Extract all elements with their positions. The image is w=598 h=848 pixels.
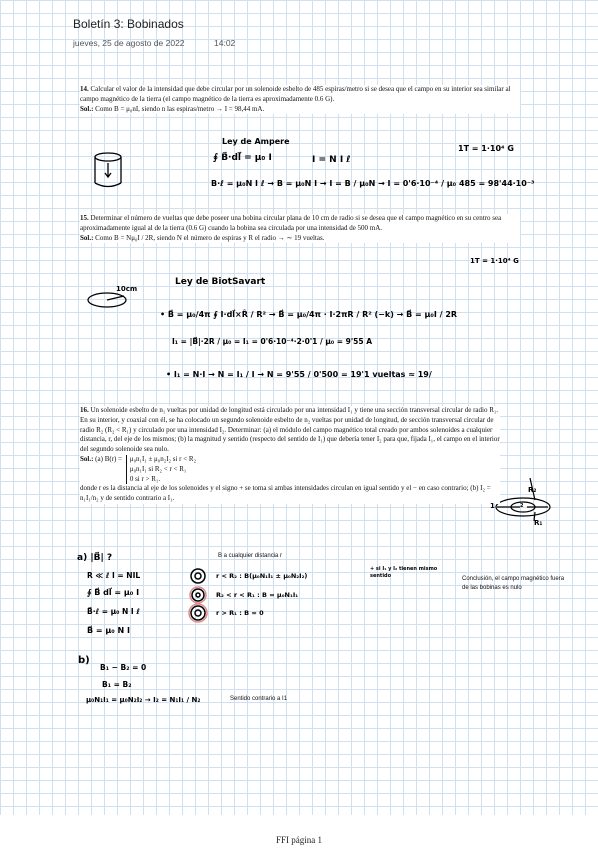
solution-label: Sol.: [80, 104, 94, 113]
loop-sketch [88, 293, 126, 307]
solution-chain-14: B·ℓ = μ₀N I ℓ → B = μ₀N I → I = B / μ₀N → I = 0'6·10⁻⁴ / μ₀ 485 = 98'44·10⁻³ [211, 179, 535, 188]
case-circles [189, 569, 207, 622]
part-a-line: R ≪ ℓ I = NIL [87, 571, 141, 580]
part-a-line: B⃗ = μ₀ N I [87, 626, 131, 635]
part-b-line: B₁ − B₂ = 0 [100, 663, 147, 672]
solution-label: Sol.: [80, 233, 94, 242]
any-distance-note: B a cualquier distancia r [218, 553, 283, 559]
case-line: 0 si r > R₁. [129, 474, 161, 483]
law-ampere: Ley de Ampere [222, 137, 290, 146]
part-b-line: B₁ = B₂ [102, 680, 132, 689]
label-r1: R₁ [534, 519, 543, 527]
solution-label: Sol.: [80, 454, 94, 463]
solenoid-sketch [95, 153, 121, 187]
solution-text: Como B = μ₀nI, siendo n las espiras/metro → I = 98,44 mA. [95, 104, 265, 113]
problem-statement: Un solenoide esbelto de n₁ vueltas por unidad de longitud está circulado por una intensidad I₁ y tiene una sección transversal circular de radio R₁. En su interior, y coaxial con él, se ha colocado un segundo solenoide esbelto de n₂ vueltas por unidad de longitud, de sección transversal circular de radio R₂ (R₂ < R₁) y circulado por una intensidad I₂. Determinar: (a) el módulo del campo magnético total creado por ambos solenoides a cualquier distancia, r, del eje de los mismos; (b) la magnitud y sentido (respecto del sentido de I₁) que debería tener I₂ para que, fijada I₁, el campo en el interior del segundo solenoide sea nulo. [80, 406, 500, 454]
part-a-line: B⃗·ℓ = μ₀ N I ℓ [87, 607, 140, 616]
note-date: jueves, 25 de agosto de 2022 [73, 38, 185, 48]
case-middle: R₂ < r < R₁ : B = μ₀N₁I₁ [216, 591, 299, 599]
label-2: 2 [520, 503, 524, 509]
problem-statement: Calcular el valor de la intensidad que debe circular por un solenoide esbelto de 485 espiras/metro si se desea que el campo en su interior sea similar al campo magnético de la tierra (el campo magnético de la tierra es aproximadamente 0.6 G). [80, 85, 511, 103]
problem-number: 14. [80, 85, 89, 93]
conclusion-note: Conclusión, el campo magnético fuera de las bobinas es nulo [462, 576, 565, 591]
current-result: I₁ = |B⃗|·2R / μ₀ = I₁ = 0'6·10⁻⁴·2·0'1 / μ₀ = 9'55 A [172, 337, 373, 346]
solution-text: Como B = Nμ₀I / 2R, siendo N el número de espiras y R el radio → ∼ 19 vueltas. [95, 233, 325, 242]
problem-15 [80, 214, 520, 243]
tesla-conversion: 1T = 1·10⁴ G [470, 257, 519, 265]
part-a-label: a) |B⃗| ? [77, 553, 113, 563]
page-title: Boletín 3: Bobinados [73, 17, 184, 31]
label-r2: R₂ [528, 486, 537, 494]
case-outer: r > R₁ : B = 0 [216, 609, 264, 617]
biot-savart-equation: • B⃗ = μ₀/4π ∮ I·dl⃗×R̂ / R² → B⃗ = μ₀/4π · I·2πR / R² (−k) → B⃗ = μ₀I / 2R [160, 310, 458, 319]
direction-note: Sentido contrario a I1 [230, 696, 288, 702]
part-b-line: μ₀N₁I₁ = μ₀N₂I₂ → I₂ = N₁I₁ / N₂ [86, 696, 201, 704]
coaxial-diagram [496, 478, 550, 521]
note-time: 14:02 [214, 38, 236, 48]
page-footer: FFI página 1 [276, 835, 322, 845]
solution-cases [126, 455, 196, 484]
ampere-equation: ∮ B⃗·dl⃗ = μ₀ I [213, 153, 272, 163]
problem-number: 16. [80, 406, 89, 414]
solution-a: (a) B(r) = [95, 454, 123, 463]
case-line: μ₀n₁I₁ si R₂ < r < R₁ [129, 464, 187, 473]
current-equation: I = N I ℓ [312, 155, 351, 165]
part-b-label: b) [78, 655, 90, 666]
sign-note: + si I₁ y I₂ tienen mismo sentido [370, 566, 438, 579]
problem-number: 15. [80, 214, 89, 222]
case-inner: r < R₂ : B(μ₀N₁I₁ ± μ₀N₂I₂) [216, 572, 308, 580]
turns-result: • I₁ = N·I → N = I₁ / I → N = 9'55 / 0'500 = 19'1 vueltas ≈ 19/ [166, 370, 432, 379]
solution-rest: donde r es la distancia al eje de los solenoides y el signo + se toma si ambas intensidades circulan en igual sentido y el − en caso contrario; (b) I₂ = n₁I₁/n₂ y de sentido contrario a I₁. [80, 484, 491, 503]
problem-statement: Determinar el número de vueltas que debe poseer una bobina circular plana de 10 cm de radio si se desea que el campo magnético en su centro sea aproximadamente igual al de la tierra (0.6 G) cuando la bobina sea circulada por una intensidad de 500 mA. [80, 214, 502, 232]
radius-label: 10cm [116, 285, 138, 293]
part-a-line: ∮ B⃗ dl⃗ = μ₀ I [87, 588, 140, 597]
law-biot-savart: Ley de BiotSavart [175, 277, 266, 287]
case-line: μ₀n₁I₁ ± μ₀n₂I₂ si r < R₂ [129, 454, 197, 463]
tesla-conversion: 1T = 1·10⁴ G [458, 144, 514, 153]
problem-16 [80, 406, 500, 504]
label-1: 1 [490, 502, 495, 510]
